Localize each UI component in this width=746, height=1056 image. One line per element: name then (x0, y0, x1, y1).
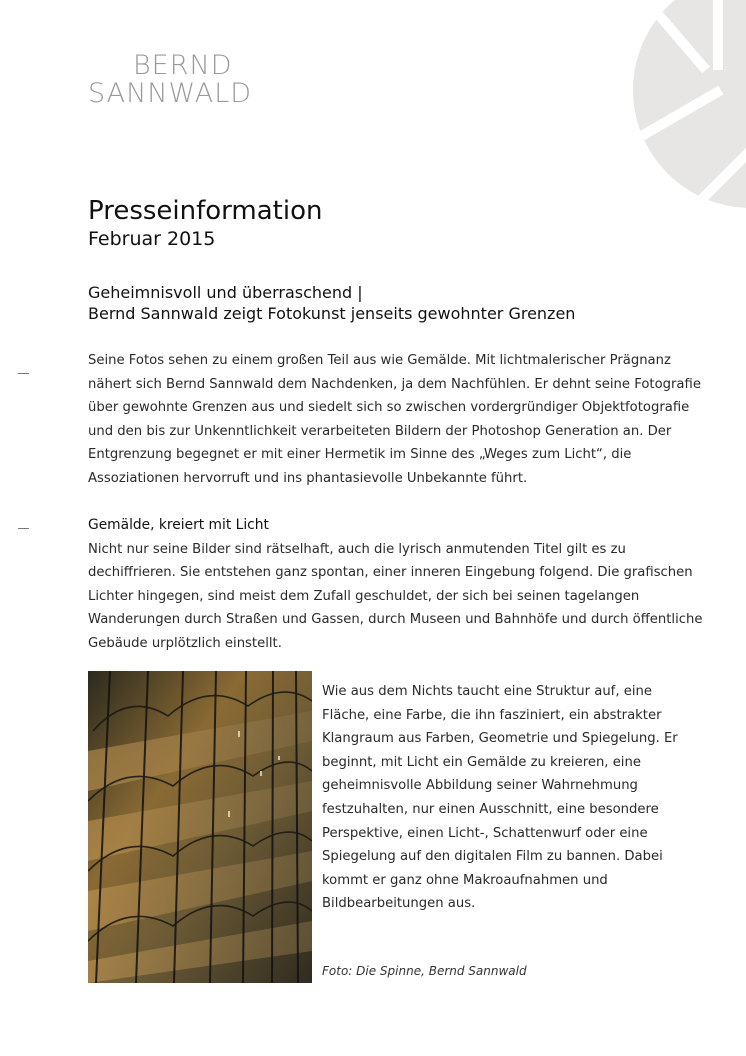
photo-spider (88, 671, 312, 983)
subheading (88, 282, 648, 324)
text-line: Klangraum aus Farben, Geometrie und Spiegelung. Er (322, 731, 678, 747)
side-paragraph (322, 680, 678, 916)
document-heading (88, 195, 322, 251)
intro-paragraph (88, 349, 701, 491)
page-date: Februar 2015 (88, 228, 216, 250)
text-line: nähert sich Bernd Sannwald dem Nachdenken, ja dem Nachfühlen. Er dehnt seine Fotografie (88, 376, 701, 392)
text-line: Seine Fotos sehen zu einem großen Teil aus wie Gemälde. Mit lichtmalerischer Prägnanz (88, 353, 671, 368)
text-line: und den bis zur Unkenntlichkeit verarbeiteten Bildern der Photoshop Generation an. Der (88, 423, 672, 439)
margin-marker (18, 528, 29, 529)
page-title: Presseinformation (88, 196, 323, 226)
text-line: Bildbearbeitungen aus. (322, 896, 476, 912)
text-line: dechiffrieren. Sie entstehen ganz spontan, einer inneren Eingebung folgend. Die grafischen (88, 565, 693, 581)
text-line: Nicht nur seine Bilder sind rätselhaft, auch die lyrisch anmutenden Titel gilt es zu (88, 541, 626, 557)
photo-artwork (88, 671, 312, 983)
margin-marker (18, 373, 29, 374)
subheading-line-1: Geheimnisvoll und überraschend | (88, 283, 363, 302)
text-line: Perspektive, einen Licht-, Schattenwurf oder eine (322, 825, 648, 841)
text-line: geheimnisvolle Abbildung seiner Wahrnehmung (322, 778, 638, 794)
brand-logo (88, 52, 288, 108)
subheading-line-2: Bernd Sannwald zeigt Fotokunst jenseits gewohnter Grenzen (88, 304, 576, 323)
text-line: kommt er ganz ohne Makroaufnahmen und (322, 872, 608, 888)
text-line: Assoziationen hervorruft und ins phantasievolle Unbekannte führt. (88, 470, 528, 486)
decorative-circle-graphic (626, 0, 746, 215)
text-line: Entgrenzung begegnet er mit einer Hermetik im Sinne des „Weges zum Licht“, die (88, 447, 632, 463)
section-paragraph (88, 514, 703, 656)
logo-line-2: SANNWALD (88, 78, 253, 109)
text-line: Gebäude urplötzlich einstellt. (88, 635, 282, 651)
text-line: Fläche, eine Farbe, die ihn fasziniert, ein abstrakter (322, 707, 662, 723)
text-line: beginnt, mit Licht ein Gemälde zu kreieren, eine (322, 754, 641, 770)
text-line: Wanderungen durch Straßen und Gassen, durch Museen und Bahnhöfe und durch öffentliche (88, 612, 703, 628)
text-line: Spiegelung auf den digitalen Film zu bannen. Dabei (322, 849, 663, 865)
photo-caption: Foto: Die Spinne, Bernd Sannwald (322, 964, 527, 978)
logo-line-1: BERND (133, 50, 233, 81)
text-line: Lichter hingegen, sind meist dem Zufall geschuldet, der sich bei seinen tagelangen (88, 588, 640, 604)
section-title: Gemälde, kreiert mit Licht (88, 517, 269, 533)
text-line: Wie aus dem Nichts taucht eine Struktur auf, eine (322, 684, 652, 699)
text-line: festzuhalten, nur einen Ausschnitt, eine besondere (322, 801, 659, 817)
text-line: über gewohnte Grenzen aus und siedelt sich so zwischen vordergründiger Objektfotografie (88, 400, 690, 416)
